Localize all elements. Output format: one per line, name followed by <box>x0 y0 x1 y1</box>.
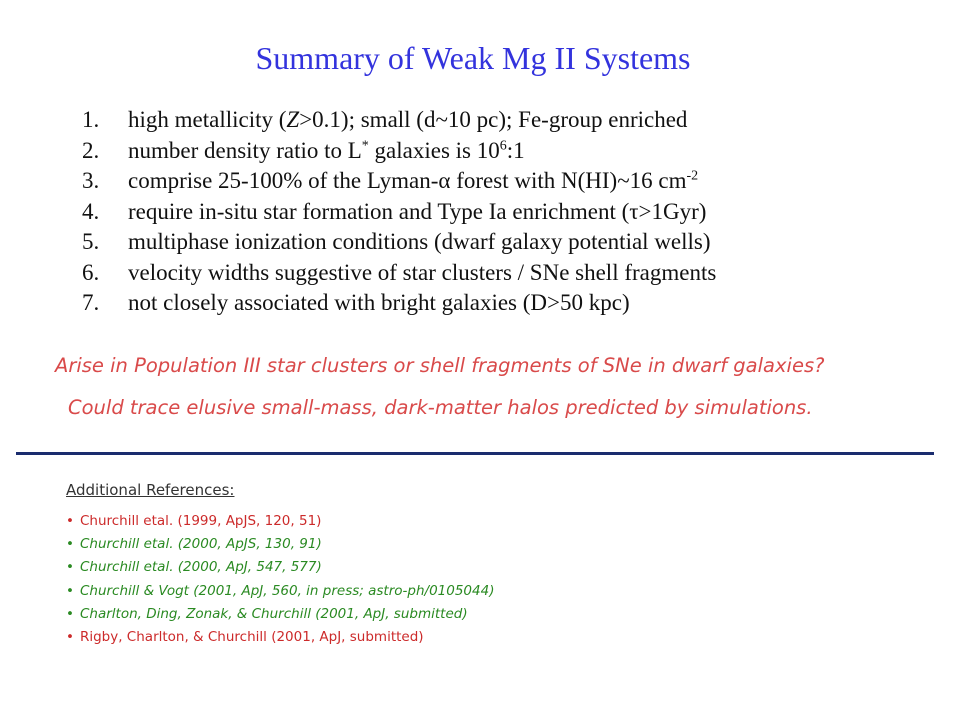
reference-item <box>66 510 494 533</box>
list-item <box>82 166 942 197</box>
references-heading: Additional References: <box>66 481 235 499</box>
reference-text: Charlton, Ding, Zonak, & Churchill (2001, ApJ, submitted) <box>79 605 468 622</box>
item-number: 1. <box>82 107 100 132</box>
item-number: 3. <box>82 168 100 193</box>
divider <box>16 452 934 455</box>
bullet-icon: • <box>66 628 74 645</box>
slide-title: Summary of Weak Mg II Systems <box>255 40 691 76</box>
summary-list <box>82 105 942 319</box>
item-number: 4. <box>82 198 100 224</box>
bullet-icon: • <box>66 582 74 599</box>
item-text: comprise 25-100% of the Lyman- <box>128 168 439 193</box>
reference-item <box>66 533 494 556</box>
reference-item <box>66 626 494 649</box>
reference-item <box>66 603 494 626</box>
list-item <box>82 288 942 319</box>
reference-item <box>66 580 494 603</box>
item-greek: τ <box>629 198 639 224</box>
reference-text: Churchill etal. (1999, ApJS, 120, 51) <box>79 513 322 529</box>
list-item <box>82 197 942 228</box>
item-superscript: * <box>361 137 369 153</box>
item-number: 5. <box>82 229 100 254</box>
bullet-icon: • <box>66 513 74 529</box>
list-item <box>82 136 942 167</box>
references-list <box>66 510 494 649</box>
bullet-icon: • <box>66 605 74 622</box>
item-text: high metallicity ( <box>128 107 287 132</box>
item-superscript: 6 <box>499 137 507 153</box>
bullet-icon: • <box>66 559 74 576</box>
item-superscript: -2 <box>686 168 699 184</box>
list-item <box>82 258 942 289</box>
item-text: galaxies is 10 <box>368 137 500 163</box>
item-text: require in-situ star formation and Type Ia enrichment ( <box>128 198 630 224</box>
item-symbol: Z <box>286 107 300 132</box>
item-text: not closely associated with bright galaxies (D>50 kpc) <box>128 290 630 315</box>
item-text: forest with N(HI)~16 cm <box>450 168 687 193</box>
item-text: number density ratio to L <box>128 137 362 163</box>
item-text: >1Gyr) <box>638 198 707 224</box>
remark-line: Arise in Population III star clusters or shell fragments of SNe in dwarf galaxies? <box>55 354 825 377</box>
bullet-icon: • <box>66 536 74 553</box>
item-number: 2. <box>82 137 100 163</box>
item-greek: α <box>438 168 451 193</box>
item-text: :1 <box>506 137 525 163</box>
item-number: 6. <box>82 259 100 285</box>
remark-line: Could trace elusive small-mass, dark-matter halos predicted by simulations. <box>68 396 813 419</box>
reference-text: Churchill etal. (2000, ApJ, 547, 577) <box>79 559 322 576</box>
remarks-block <box>55 348 945 432</box>
item-number: 7. <box>82 290 100 315</box>
item-text: >0.1); small (d~10 pc); Fe-group enriched <box>299 107 688 132</box>
reference-text: Churchill & Vogt (2001, ApJ, 560, in press; astro-ph/0105044) <box>79 582 495 599</box>
list-item <box>82 227 942 258</box>
item-text: multiphase ionization conditions (dwarf galaxy potential wells) <box>128 229 711 254</box>
item-text: velocity widths suggestive of star clusters / SNe shell fragments <box>128 259 717 285</box>
reference-item <box>66 556 494 579</box>
list-item <box>82 105 942 136</box>
reference-text: Churchill etal. (2000, ApJS, 130, 91) <box>79 536 322 553</box>
reference-text: Rigby, Charlton, & Churchill (2001, ApJ, submitted) <box>79 628 424 645</box>
